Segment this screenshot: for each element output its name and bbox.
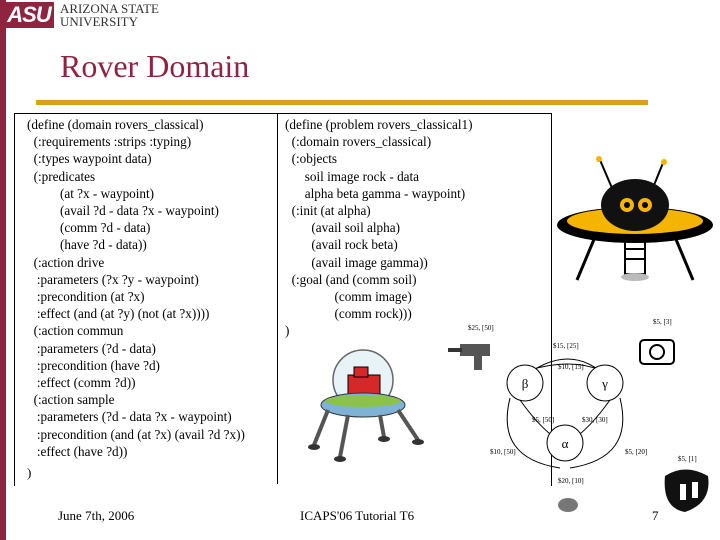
edge-label: $15, [25] [553,342,579,350]
slide-number: 7 [652,508,659,523]
edge-label: $5, [1] [678,455,697,463]
rock-icon [558,498,578,512]
problem-definition-code: (define (problem rovers_classical1) (:domain rovers_classical) (:objects soil image rock - data alpha beta gamma - waypoint) (:init (at alpha) (avail soil alpha) (avail rock beta) (avail image gamma)) (:goal (and (comm soil) (comm image) (comm rock))) ) [285,117,473,339]
drill-icon [448,344,490,370]
edge-label: $20, [10] [558,477,584,485]
waypoint-graph [440,318,720,518]
logo-line-2: UNIVERSITY [60,14,138,29]
edge-label: $10, [15] [558,363,584,371]
camera-icon [640,340,674,364]
edge-label: $25, [50] [468,324,494,332]
logo-mark: ASU [4,2,54,28]
logo-wordmark [60,2,159,28]
brand-side-bar [0,0,6,540]
edge-label: $30, [30] [582,416,608,424]
edge-label: $5, [20] [625,448,648,456]
asu-logo [0,0,180,30]
logo-line-1: ARIZONA STATE [60,1,159,16]
footer-conference: ICAPS'06 Tutorial T6 [300,508,415,523]
edge-label: $5, [50] [532,416,555,424]
domain-closing-paren: ) [27,465,32,480]
slide-title: Rover Domain [60,48,250,84]
footer-date: June 7th, 2006 [58,508,135,523]
node-gamma-label: γ [602,376,608,391]
dome-rover-illustration [308,345,438,475]
palette-icon [665,470,709,513]
edge-label: $5, [3] [653,318,672,326]
title-underline [36,100,648,105]
node-beta-label: β [521,376,529,391]
domain-definition-code: (define (domain rovers_classical) (:requirements :strips :typing) (:types waypoint data) (:predicates (at ?x - waypoint) (avail ?d - data ?x - waypoint) (comm ?d - data) (have ?d - data)) (:action drive :parameters (?x ?y - waypoint) :precondition (at ?x) :effect (and (at ?y) (not (at ?x)))) (:action commun :parameters (?d - data) :precondition (have ?d) :effect (comm ?d)) (:action sample :parameters (?d - data ?x - waypoint) :precondition (and (at ?x) (avail ?d ?x)) :effect (have ?d)) [27,117,245,459]
ufo-rover-illustration [555,155,720,300]
code-divider [277,114,278,484]
node-alpha-label: α [561,436,569,451]
edge-label: $10, [50] [490,448,516,456]
